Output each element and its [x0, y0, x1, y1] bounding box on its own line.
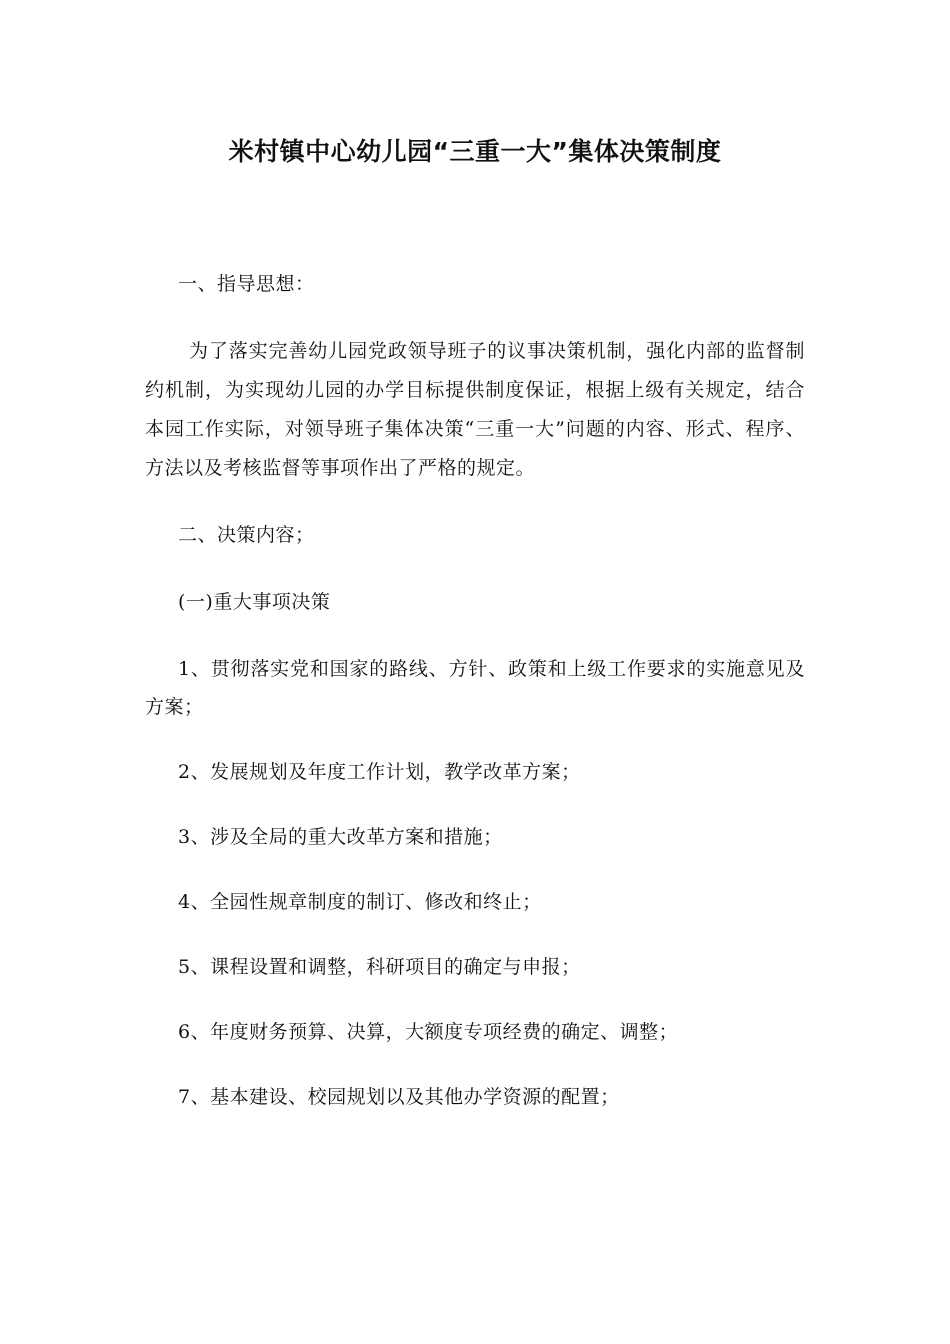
list-item: 5、课程设置和调整，科研项目的确定与申报；	[178, 956, 581, 978]
list-item: 1、贯彻落实党和国家的路线、方针、政策和上级工作要求的实施意见及方案；	[145, 658, 805, 718]
list-item: 3、涉及全局的重大改革方案和措施；	[178, 826, 503, 848]
list-item: 6、年度财务预算、决算，大额度专项经费的确定、调整；	[178, 1021, 679, 1043]
document-title: 米村镇中心幼儿园“三重一大”集体决策制度	[228, 137, 722, 166]
section-body-guiding-ideology: 为了落实完善幼儿园党政领导班子的议事决策机制，强化内部的监督制约机制，为实现幼儿园的办学目标提供制度保证，根据上级有关规定，结合本园工作实际，对领导班子集体决策“三重一大”问题的内容、形式、程序、方法以及考核监督等事项作出了严格的规定。	[145, 340, 805, 479]
list-item: 4、全园性规章制度的制订、修改和终止；	[178, 891, 542, 913]
section-heading-guiding-ideology: 一、指导思想：	[178, 273, 315, 295]
list-item: 7、基本建设、校园规划以及其他办学资源的配置；	[178, 1086, 620, 1108]
list-item: 2、发展规划及年度工作计划，教学改革方案；	[178, 761, 581, 783]
subsection-heading-major-matters: (一)重大事项决策	[178, 591, 331, 613]
document-body	[145, 265, 805, 1143]
section-heading-decision-content: 二、决策内容；	[178, 524, 315, 546]
